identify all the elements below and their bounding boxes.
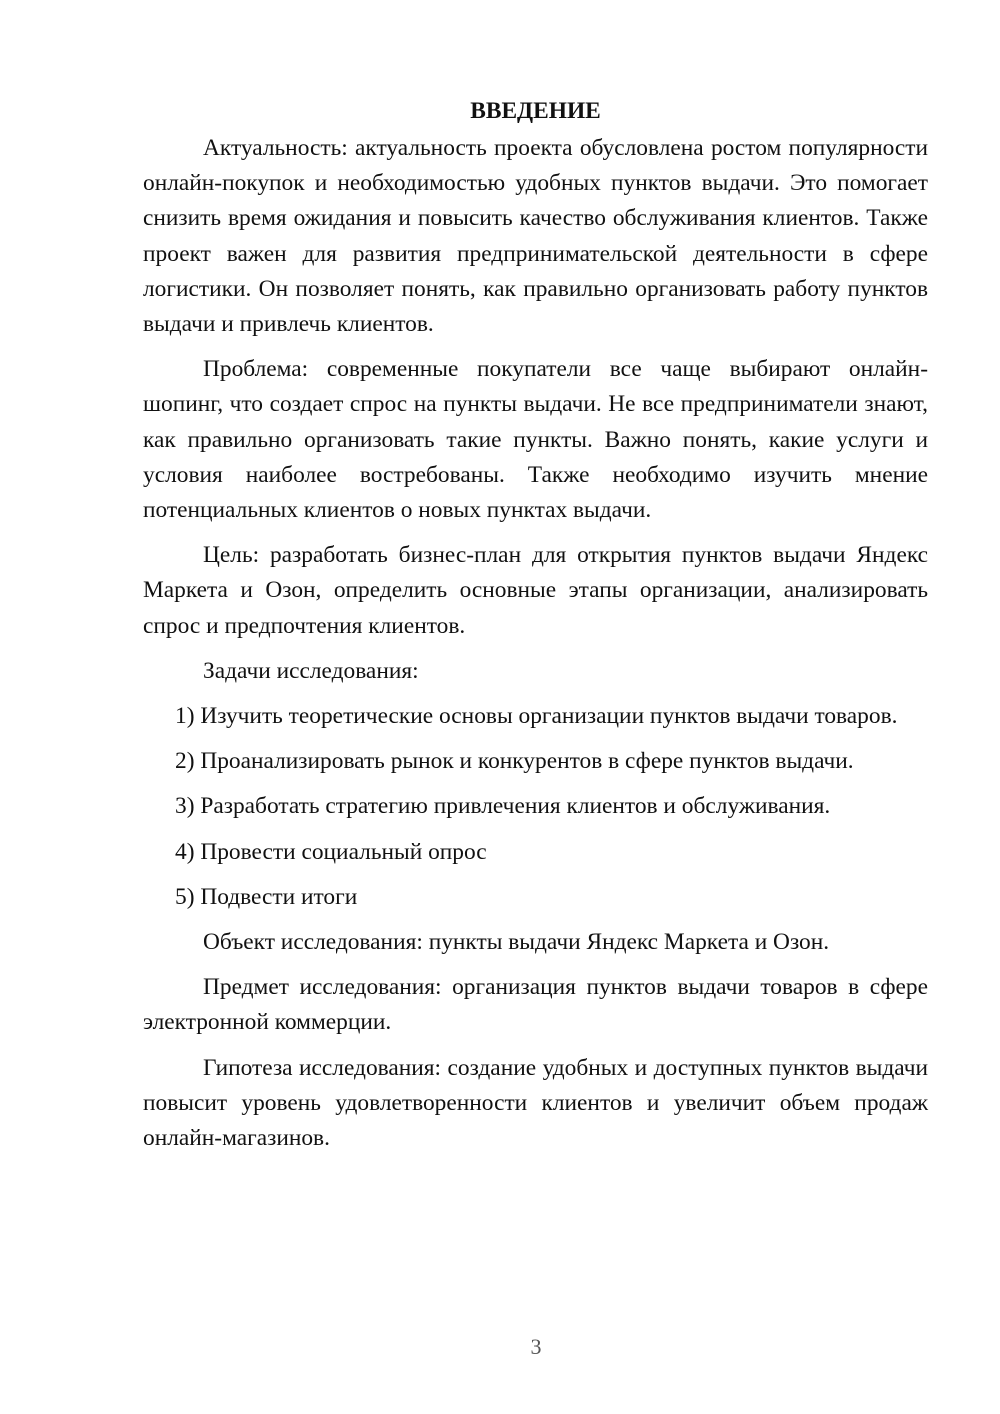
task-item-4: 4) Провести социальный опрос (175, 838, 487, 865)
text-column (143, 96, 928, 1166)
paragraph-subject: Предмет исследования: организация пунктов выдачи товаров в сфере электронной коммерции. (143, 974, 928, 1036)
page-number: 3 (530, 1334, 542, 1359)
task-item-3: 3) Разработать стратегию привлечения клиентов и обслуживания. (175, 793, 831, 820)
task-item-1: 1) Изучить теоретические основы организации пунктов выдачи товаров. (175, 703, 898, 730)
paragraph-problem: Проблема: современные покупатели все чаще выбирают онлайн-шопинг, что создает спрос на пункты выдачи. Не все предприниматели знают, как правильно организовать такие пункты. Важно понять, какие услуги и условия наиболее востребованы. Также необходимо изучить мнение потенциальных клиентов о новых пунктах выдачи. (143, 356, 928, 524)
paragraph-object: Объект исследования: пункты выдачи Яндекс Маркета и Озон. (203, 929, 830, 956)
paragraph-goal: Цель: разработать бизнес-план для открытия пунктов выдачи Яндекс Маркета и Озон, определить основные этапы организации, анализировать спрос и предпочтения клиентов. (143, 542, 928, 639)
paragraph-relevance: Актуальность: актуальность проекта обусловлена ростом популярности онлайн-покупок и необходимостью удобных пунктов выдачи. Это помогает снизить время ожидания и повысить качество обслуживания клиентов. Также проект важен для развития предпринимательской деятельности в сфере логистики. Он позволяет понять, как правильно организовать работу пунктов выдачи и привлечь клиентов. (143, 135, 928, 338)
tasks-heading: Задачи исследования: (203, 657, 419, 684)
task-item-2: 2) Проанализировать рынок и конкурентов в сфере пунктов выдачи. (175, 748, 854, 775)
paragraph-hypothesis: Гипотеза исследования: создание удобных и доступных пунктов выдачи повысит уровень удовлетворенности клиентов и увеличит объем продаж онлайн-магазинов. (143, 1054, 928, 1152)
page-title: ВВЕДЕНИЕ (470, 98, 601, 124)
task-item-5: 5) Подвести итоги (175, 883, 358, 910)
